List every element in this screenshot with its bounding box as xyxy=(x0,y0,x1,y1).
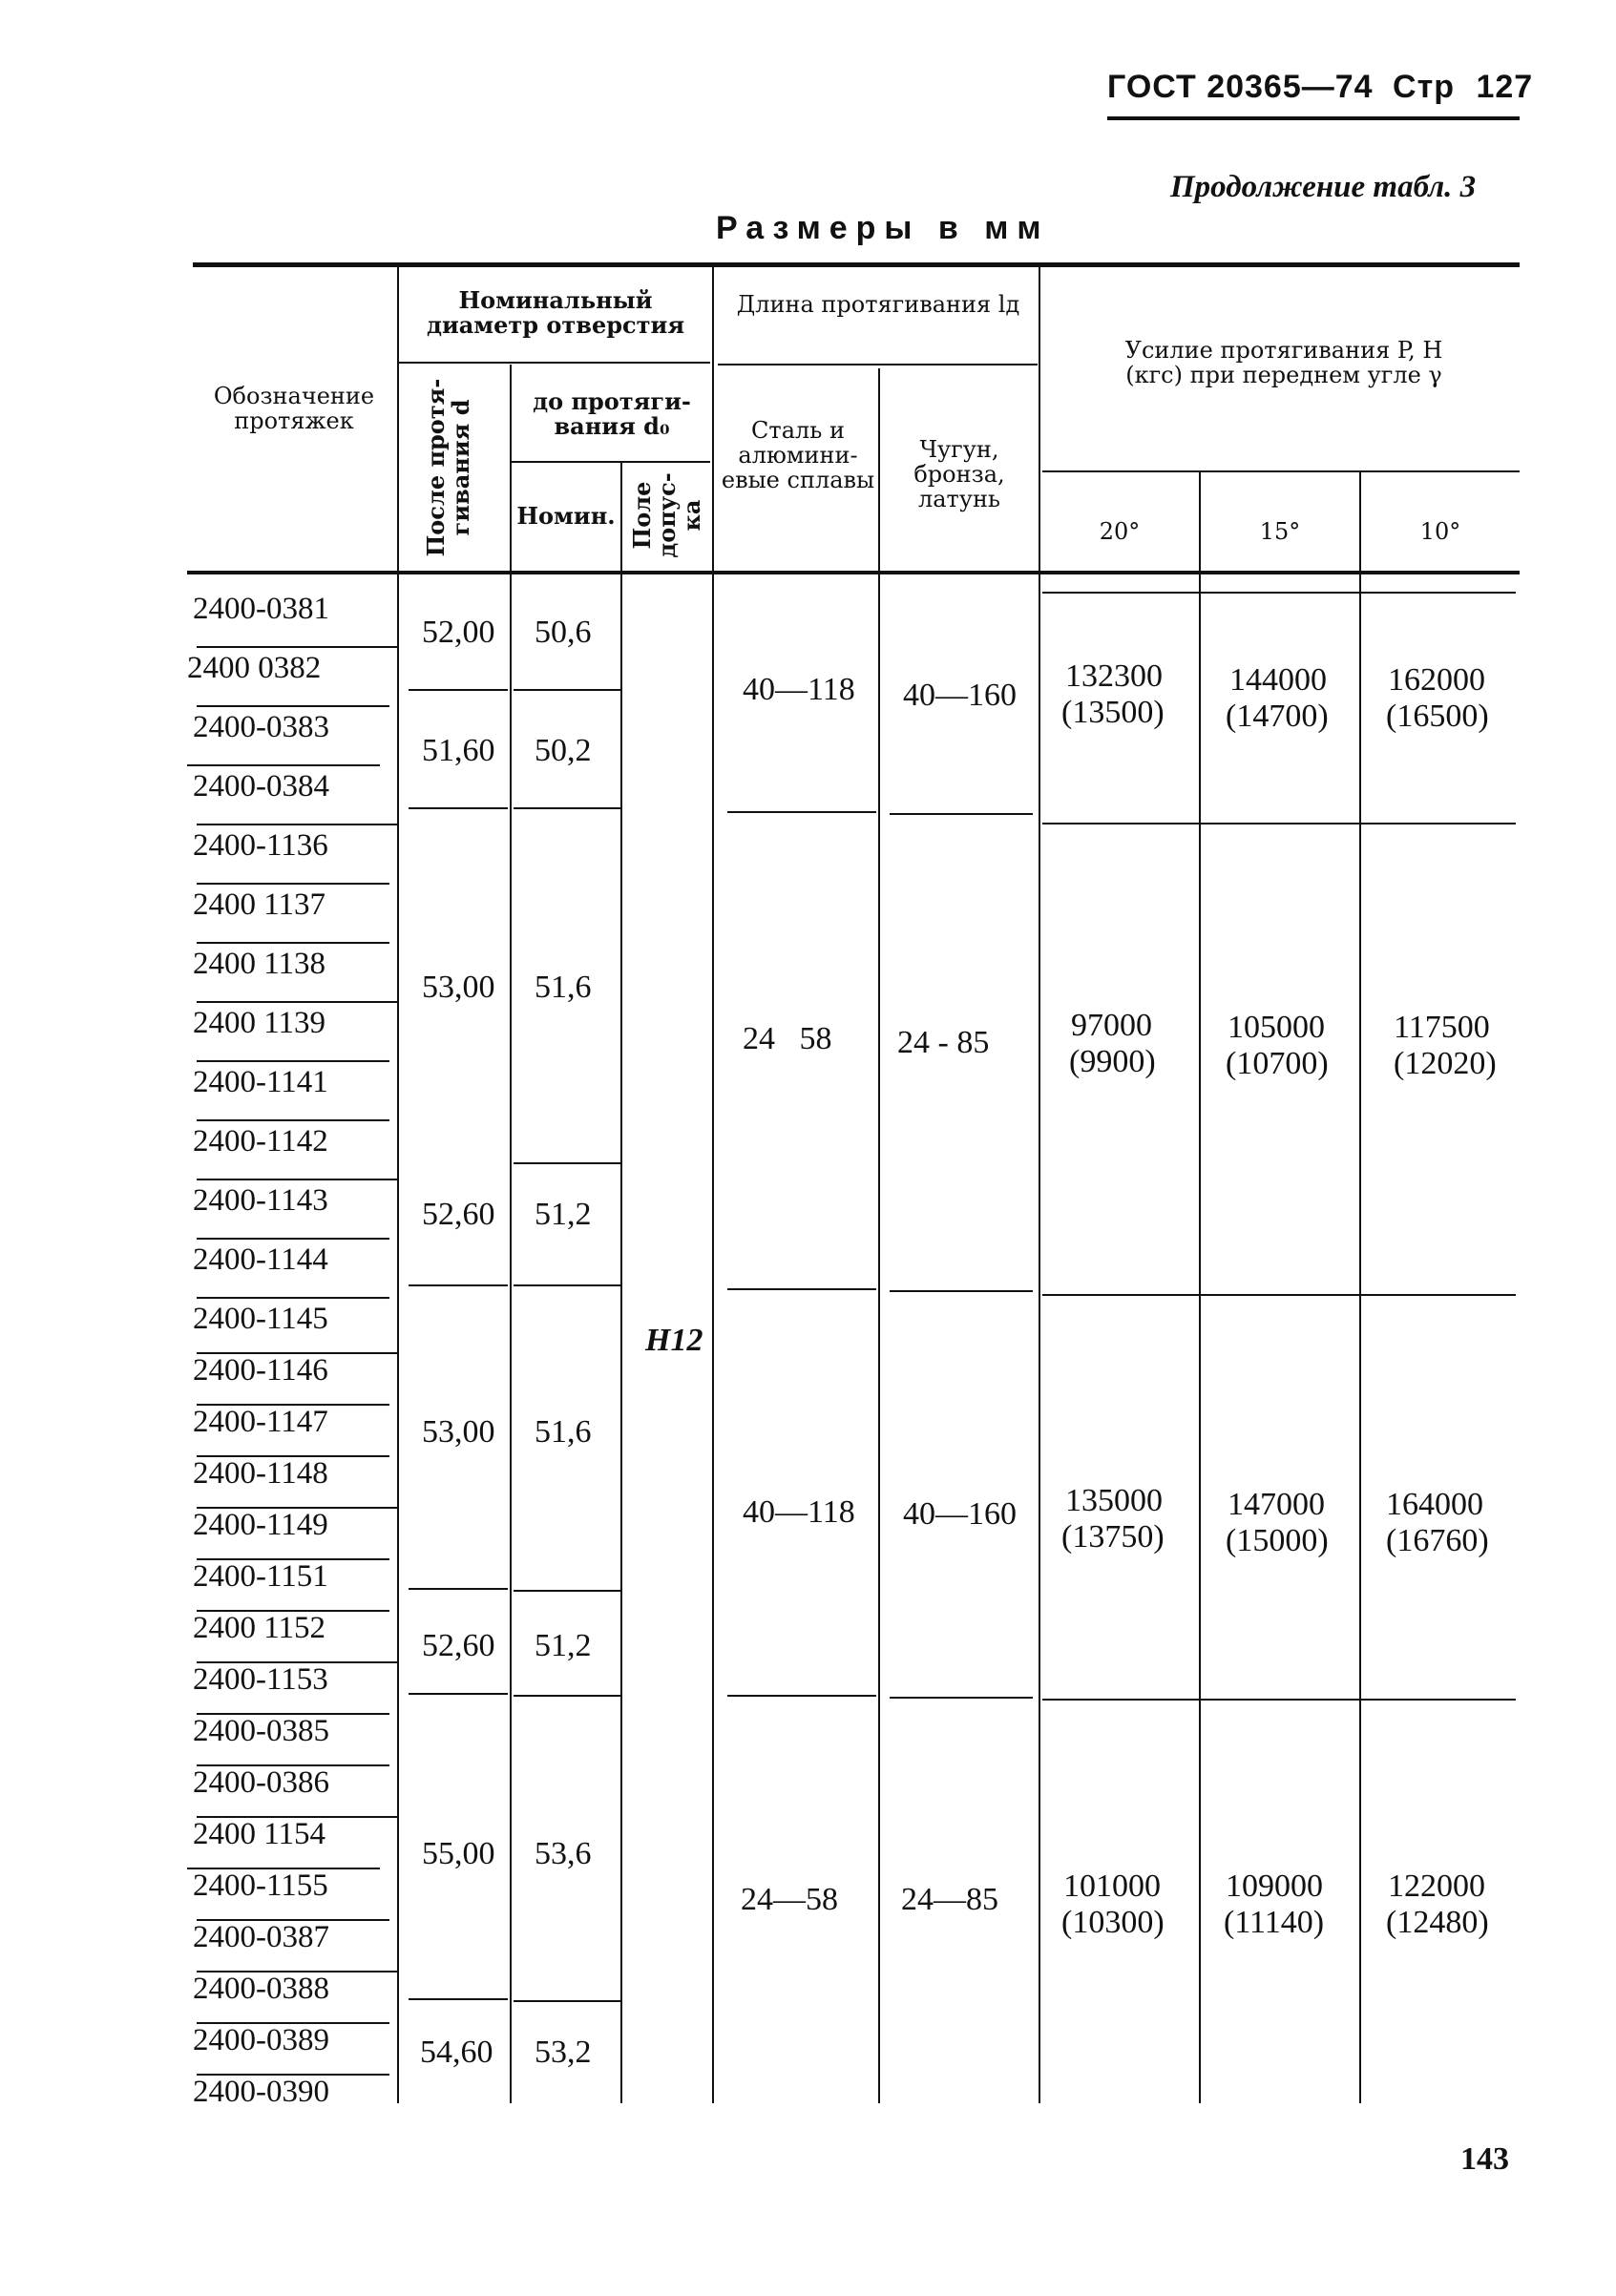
diameter-d0: 50,2 xyxy=(535,733,592,768)
designation-cell: 2400-0387 xyxy=(193,1920,329,1954)
force-20-kgf: (13750) xyxy=(1061,1519,1165,1555)
designation-cell: 2400-0389 xyxy=(193,2023,329,2057)
force-15-kgf: (14700) xyxy=(1226,699,1329,734)
force-15: 109000 xyxy=(1226,1868,1323,1904)
diameter-d0: 53,6 xyxy=(535,1836,592,1871)
diameter-d0: 51,2 xyxy=(535,1197,592,1232)
cast-iron-length: 40—160 xyxy=(903,1496,1017,1532)
force-20: 101000 xyxy=(1063,1868,1161,1904)
force-20-kgf: (13500) xyxy=(1061,695,1165,730)
designation-cell: 2400 1137 xyxy=(193,887,326,922)
designation-cell: 2400 1152 xyxy=(193,1611,326,1645)
designation-cell: 2400-1143 xyxy=(193,1183,328,1218)
force-10: 162000 xyxy=(1388,662,1485,698)
row-divider xyxy=(197,883,389,885)
designation-cell: 2400-1141 xyxy=(193,1065,328,1099)
designation-cell: 2400-1151 xyxy=(193,1559,328,1594)
force-10-kgf: (16760) xyxy=(1386,1523,1489,1558)
col-angle-20: 20° xyxy=(1099,518,1141,545)
diameter-d: 54,60 xyxy=(420,2035,493,2070)
col-nominal-diameter: Номинальный диаметр отверстия xyxy=(426,286,685,339)
force-20: 97000 xyxy=(1071,1008,1152,1043)
designation-cell: 2400-1149 xyxy=(193,1508,328,1542)
designation-cell: 2400-0384 xyxy=(193,769,329,804)
designation-cell: 2400-1145 xyxy=(193,1302,328,1336)
designation-cell: 2400-1155 xyxy=(193,1868,328,1903)
page-label: Стр xyxy=(1393,69,1455,105)
col-steel: Сталь и алюмини-евые сплавы xyxy=(721,417,875,493)
col-before-broaching: до протяги-вания d₀ xyxy=(533,387,691,440)
diameter-d0: 51,2 xyxy=(535,1628,592,1663)
designation-cell: 2400-1142 xyxy=(193,1124,328,1158)
page-number: 127 xyxy=(1476,69,1534,105)
force-20: 135000 xyxy=(1065,1483,1163,1518)
row-divider xyxy=(197,942,389,944)
steel-length: 24—58 xyxy=(741,1882,838,1917)
designation-cell: 2400 1154 xyxy=(193,1817,326,1851)
designation-cell: 2400-1153 xyxy=(193,1662,328,1697)
designation-cell: 2400-0381 xyxy=(193,592,329,626)
force-10: 117500 xyxy=(1394,1010,1490,1045)
col-force: Усилие протягивания P, Н (кгс) при переднем угле γ xyxy=(1124,337,1443,388)
force-10: 122000 xyxy=(1388,1868,1485,1904)
row-divider xyxy=(197,1297,389,1299)
diameter-d: 53,00 xyxy=(422,970,495,1005)
col-designation: Обозначение протяжек xyxy=(213,383,375,434)
designation-cell: 2400-1147 xyxy=(193,1405,328,1439)
row-divider xyxy=(197,705,389,707)
force-20: 132300 xyxy=(1065,658,1163,694)
row-divider xyxy=(197,1060,389,1062)
designation-cell: 2400-1148 xyxy=(193,1456,328,1491)
cast-iron-length: 24 - 85 xyxy=(897,1025,990,1060)
col-cast-iron: Чугун, бронза, латунь xyxy=(913,436,1005,512)
row-divider xyxy=(197,1001,397,1003)
tolerance-field: H12 xyxy=(645,1323,703,1358)
force-10-kgf: (12020) xyxy=(1394,1046,1497,1081)
designation-cell: 2400-0385 xyxy=(193,1714,329,1748)
table-title: Размеры в мм xyxy=(716,210,1050,246)
col-angle-10: 10° xyxy=(1419,518,1461,545)
force-15: 147000 xyxy=(1228,1487,1325,1522)
designation-cell: 2400-1144 xyxy=(193,1242,328,1277)
row-divider xyxy=(197,1179,397,1180)
diameter-d0: 51,6 xyxy=(535,1414,592,1450)
footer-page-number: 143 xyxy=(1460,2141,1509,2177)
col-after-broaching: После протя-гивания d xyxy=(422,378,474,557)
steel-length: 40—118 xyxy=(743,1494,855,1530)
diameter-d0: 53,2 xyxy=(535,2035,592,2070)
designation-cell: 2400-0386 xyxy=(193,1765,329,1800)
row-divider xyxy=(197,824,397,825)
designation-cell: 2400 0382 xyxy=(187,651,322,685)
cast-iron-length: 24—85 xyxy=(901,1882,998,1917)
designation-cell: 2400-0383 xyxy=(193,710,329,744)
designation-cell: 2400 1139 xyxy=(193,1006,326,1040)
force-15: 144000 xyxy=(1229,662,1327,698)
col-tolerance: Поле допус-ка xyxy=(628,472,705,558)
diameter-d: 55,00 xyxy=(422,1836,495,1871)
col-nominal: Номин. xyxy=(516,502,616,530)
force-20-kgf: (9900) xyxy=(1069,1044,1156,1079)
row-divider xyxy=(197,646,397,648)
force-10-kgf: (16500) xyxy=(1386,699,1489,734)
designation-cell: 2400-1136 xyxy=(193,828,328,863)
col-broaching-length: Длина протягивания lд xyxy=(736,291,1020,318)
steel-length: 40—118 xyxy=(743,672,855,707)
force-20-kgf: (10300) xyxy=(1061,1905,1165,1940)
force-10-kgf: (12480) xyxy=(1386,1905,1489,1940)
designation-cell: 2400-0388 xyxy=(193,1972,329,2006)
diameter-d: 52,00 xyxy=(422,615,495,650)
diameter-d0: 50,6 xyxy=(535,615,592,650)
force-15-kgf: (11140) xyxy=(1224,1905,1325,1940)
diameter-d: 53,00 xyxy=(422,1414,495,1450)
designation-cell: 2400 1138 xyxy=(193,947,326,981)
standard-number: ГОСТ 20365—74 xyxy=(1107,69,1374,105)
force-15-kgf: (10700) xyxy=(1226,1046,1329,1081)
diameter-d0: 51,6 xyxy=(535,970,592,1005)
diameter-d: 51,60 xyxy=(422,733,495,768)
designation-cell: 2400-0390 xyxy=(193,2075,329,2109)
steel-length: 24 58 xyxy=(743,1021,832,1056)
header-rule xyxy=(1107,116,1520,120)
table-continuation: Продолжение табл. 3 xyxy=(1170,170,1477,204)
diameter-d: 52,60 xyxy=(422,1197,495,1232)
diameter-d: 52,60 xyxy=(422,1628,495,1663)
cast-iron-length: 40—160 xyxy=(903,678,1017,713)
designation-cell: 2400-1146 xyxy=(193,1353,328,1388)
row-divider xyxy=(197,1238,389,1240)
col-angle-15: 15° xyxy=(1259,518,1301,545)
row-divider xyxy=(187,764,380,766)
force-15-kgf: (15000) xyxy=(1226,1523,1329,1558)
force-10: 164000 xyxy=(1386,1487,1483,1522)
force-15: 105000 xyxy=(1228,1010,1325,1045)
row-divider xyxy=(197,1119,389,1121)
